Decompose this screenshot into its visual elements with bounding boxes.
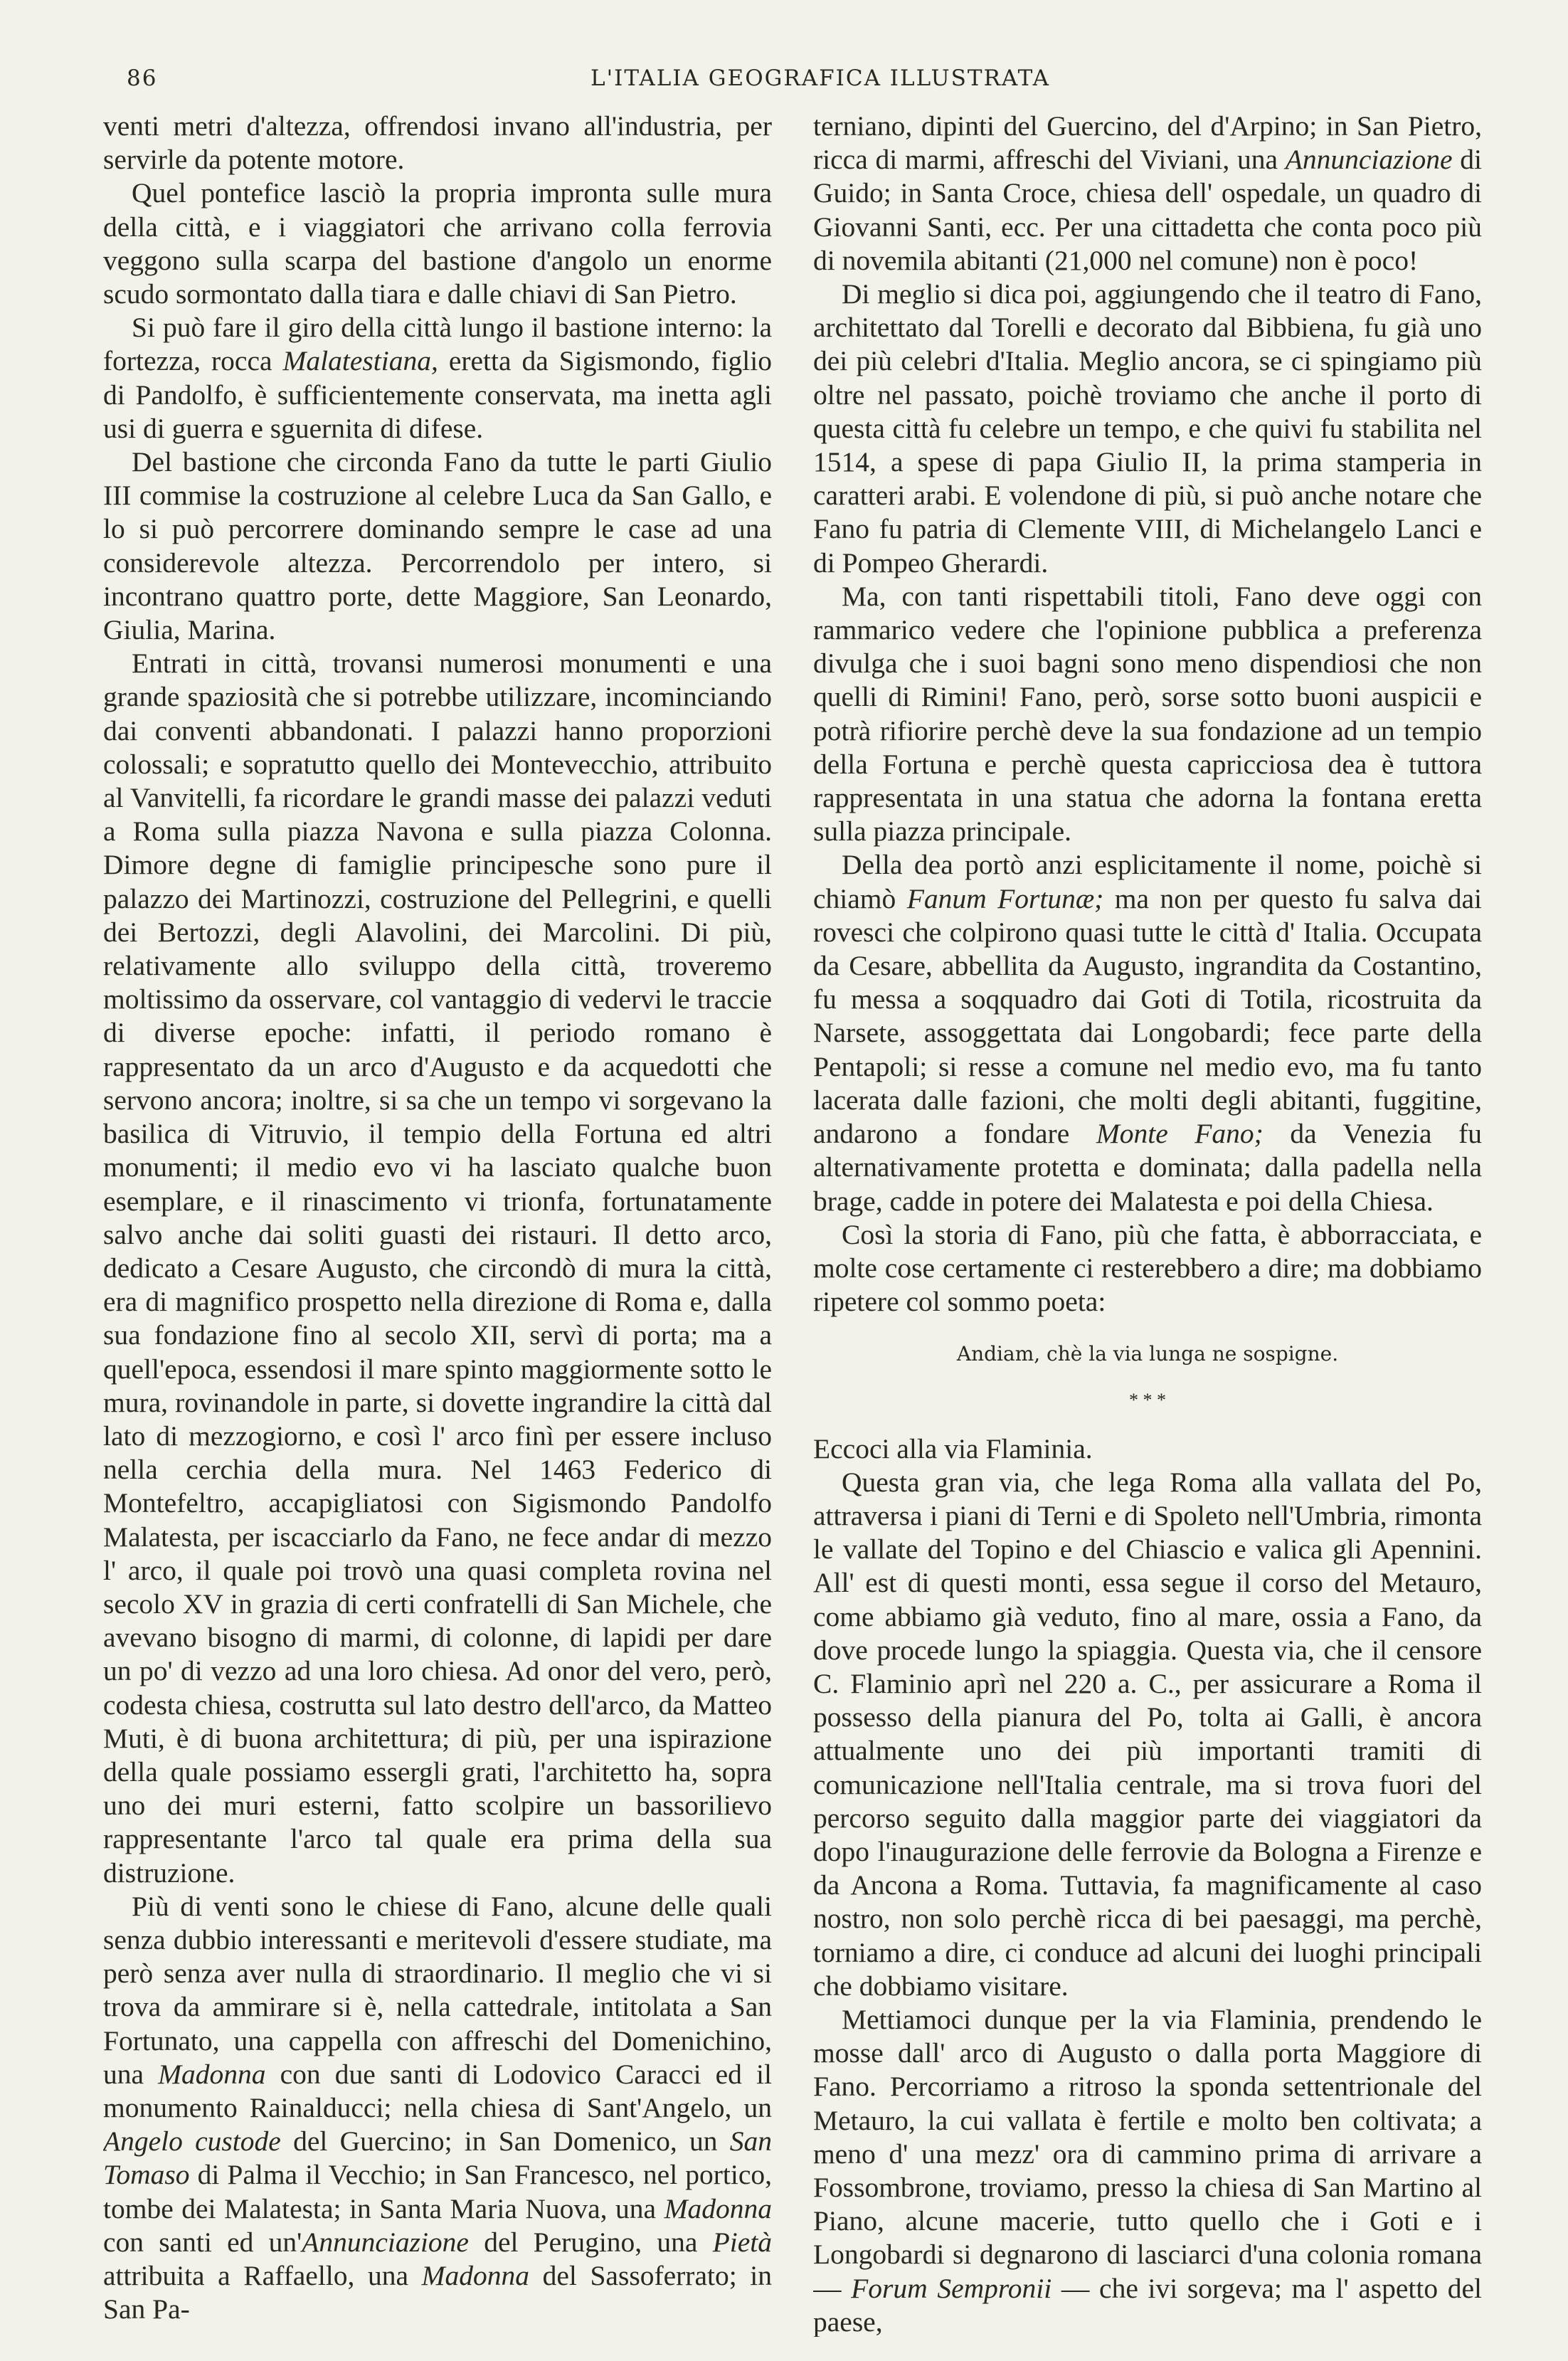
paragraph: Del bastione che circonda Fano da tutte le parti Giulio III commise la costruzione al celebre Luca da San Gallo, e lo si può percorrere dominando sempre le case ad una considerevole altezza. Percorrendolo per intero, si incontrano quattro porte, dette Maggiore, San Leonardo, Giulia, Marina. (103, 446, 772, 646)
italic-term: Forum Sempronii (851, 2272, 1052, 2304)
page-number: 86 (127, 65, 158, 91)
paragraph: venti metri d'altezza, offrendosi invano all'industria, per servirle da potente motore. (103, 110, 772, 176)
italic-term: Malatestiana, (282, 345, 438, 377)
italic-term: Annunciazione (1285, 144, 1453, 176)
italic-term: Angelo custode (103, 2125, 281, 2157)
paragraph: terniano, dipinti del Guercino, del d'Arpino; in San Pietro, ricca di marmi, affreschi del Viviani, una Annunciazione di Guido; in Santa Croce, chiesa dell' ospedale, un quadro di Giovanni Santi, ecc. Per una cittadetta che conta poco più di novemila abitanti (21,000 nel comune) non è poco! (813, 110, 1482, 276)
running-title: L'ITALIA GEOGRAFICA ILLUSTRATA (590, 65, 1050, 91)
section-separator: * * * (1129, 1389, 1166, 1410)
italic-term: Annunciazione (302, 2226, 469, 2258)
paragraph: Entrati in città, trovansi numerosi monumenti e una grande spaziosità che si potrebbe utilizzare, incominciando dai conventi abbandonati. I palazzi hanno proporzioni colossali; e sopratutto quello dei Montevecchio, attribuito al Vanvitelli, fa ricordare le grandi masse dei palazzi veduti a Roma sulla piazza Navona e sulla piazza Colonna. Dimore degne di famiglie principesche sono pure il palazzo dei Martinozzi, costruzione del Pellegrini, e quelli dei Bertozzi, degli Alavolini, dei Marcolini. Di più, relativamente allo sviluppo della città, troveremo moltissimo da osservare, col vantaggio di vedervi le traccie di diverse epoche: infatti, il periodo romano è rappresentato da un arco d'Augusto e da acquedotti che servono ancora; inoltre, si sa che un tempo vi sorgevano la basilica di Vitruvio, il tempio della Fortuna ed altri monumenti; il medio evo vi ha lasciato qualche buon esemplare, e il rinascimento vi trionfa, fortunatamente salvo anche dai soliti guasti dei ristauri. Il detto arco, dedicato a Cesare Augusto, che circondò di mura la città, era di magnifico prospetto nella direzione di Roma e, dalla sua fondazione fino al secolo XII, servì di porta; ma a quell'epoca, essendosi il mare spinto maggiormente sotto le mura, rovinandole in parte, si dovette ingrandire la città dal lato di mezzogiorno, e così l' arco finì per essere incluso nella cerchia della mura. Nel 1463 Federico di Montefeltro, accapigliatosi con Sigismondo Pandolfo Malatesta, per iscacciarlo da Fano, ne fece andar di mezzo l' arco, il quale poi trovò una quasi completa rovina nel secolo XV in grazia di certi confratelli di San Michele, che avevano bisogno di marmi, di colonne, di lapidi per dare un po' di vezzo ad una loro chiesa. Ad onor del vero, però, codesta chiesa, costrutta sul lato destro dell'arco, da Matteo Muti, è di buona architettura; di più, per una ispirazione della quale possiamo essergli grati, l'architetto ha, sopra uno dei muri esterni, fatto scolpire un bassorilievo rappresentante l'arco tal quale era prima della sua distruzione. (103, 648, 772, 1889)
paragraph: Quel pontefice lasciò la propria impronta sulle mura della città, e i viaggiatori che arrivano colla ferrovia veggono sulla scarpa del bastione d'angolo un enorme scudo sormontato dalla tiara e dalle chiavi di San Pietro. (103, 177, 772, 310)
italic-term: Pietà (712, 2226, 772, 2258)
paragraph: Ma, con tanti rispettabili titoli, Fano deve oggi con rammarico vedere che l'opinione pubblica a preferenza divulga che i suoi bagni sono meno dispendiosi che non quelli di Rimini! Fano, però, sorse sotto buoni auspicii e potrà rifiorire perchè deve la sua fondazione ad un tempio della Fortuna e perchè questa capricciosa dea è tuttora rappresentata in una statua che adorna la fontana eretta sulla piazza principale. (813, 580, 1482, 847)
page-header (127, 63, 1514, 102)
paragraph: Eccoci alla via Flaminia. (813, 1432, 1093, 1464)
italic-term: Madonna (421, 2260, 530, 2291)
paragraph: Della dea portò anzi esplicitamente il nome, poichè si chiamò Fanum Fortunæ; ma non per questo fu salva dai rovesci che colpirono quasi tutte le città d' Italia. Occupata da Cesare, abbellita da Augusto, ingrandita da Costantino, fu messa a soqquadro dai Goti di Totila, ricostruita da Narsete, assoggettata dai Longobardi; fece parte della Pentapoli; si resse a comune nel medio evo, ma fu tanto lacerata dalle fazioni, che molti degli abitanti, fuggitine, andarono a fondare Monte Fano; da Venezia fu alternativamente protetta e dominata; dalla padella nella brage, cadde in potere dei Malatesta e poi della Chiesa. (813, 849, 1482, 1217)
italic-term: San Tomaso (103, 2125, 772, 2191)
paragraph: Questa gran via, che lega Roma alla vallata del Po, attraversa i piani di Terni e di Spoleto nell'Umbria, rimonta le vallate del Topino e del Chiascio e valica gli Apennini. All' est di questi monti, essa segue il corso del Metauro, come abbiamo già veduto, fino al mare, ossia a Fano, da dove procede lungo la spiaggia. Questa via, che il censore C. Flaminio aprì nel 220 a. C., per assicurare a Roma il possesso della pianura del Po, tolta ai Galli, è ancora attualmente uno dei più importanti tramiti di comunicazione nell'Italia centrale, ma si trova fuori del percorso seguito dalla maggior parte dei viaggiatori da dopo l'inaugurazione delle ferrovie da Bologna a Firenze e da Ancona a Roma. Tuttavia, fa magnificamente al caso nostro, non solo perchè ricca di bei paesaggi, ma perchè, torniamo a dire, ci conduce ad alcuni dei luoghi principali che dobbiamo visitare. (813, 1466, 1482, 2002)
italic-term: Monte Fano; (1096, 1118, 1264, 1150)
paragraph: Di meglio si dica poi, aggiungendo che il teatro di Fano, architettato dal Torelli e decorato dal Bibbiena, fu già uno dei più celebri d'Italia. Meglio ancora, se ci spingiamo più oltre nel passato, poichè troviamo che anche il porto di questa città fu celebre un tempo, e che quivi fu stabilita nel 1514, a spese di papa Giulio II, la prima stamperia in caratteri arabi. E volendone di più, si può anche notare che Fano fu patria di Clemente VIII, di Michelangelo Lanci e di Pompeo Gherardi. (813, 278, 1482, 579)
paragraph: Così la storia di Fano, più che fatta, è abborracciata, e molte cose certamente ci resterebbero a dire; ma dobbiamo ripetere col sommo poeta: (813, 1218, 1482, 1318)
left-column (103, 110, 772, 2337)
right-column (813, 110, 1482, 2337)
paragraph: Si può fare il giro della città lungo il bastione interno: la fortezza, rocca Malatestiana, eretta da Sigismondo, figlio di Pandolfo, è sufficientemente conservata, ma inetta agli usi di guerra e sguernita di difese. (103, 312, 772, 444)
italic-term: Madonna (664, 2192, 772, 2224)
verse-quotation: Andiam, chè la via lunga ne sospigne. (956, 1342, 1339, 1366)
italic-term: Madonna (158, 2058, 266, 2090)
italic-term: Fanum Fortunæ; (906, 882, 1104, 914)
paragraph: Più di venti sono le chiese di Fano, alcune delle quali senza dubbio interessanti e meritevoli d'essere studiate, ma però senza aver nulla di straordinario. Il meglio che vi si trova da ammirare si è, nella cattedrale, intitolata a San Fortunato, una cappella con affreschi del Domenichino, una Madonna con due santi di Lodovico Caracci ed il monumento Rainalducci; nella chiesa di Sant'Angelo, un Angelo custode del Guercino; in San Domenico, un San Tomaso di Palma il Vecchio; in San Francesco, nel portico, tombe dei Malatesta; in Santa Maria Nuova, una Madonna con santi ed un'Annunciazione del Perugino, una Pietà attribuita a Raffaello, una Madonna del Sassoferrato; in San Pa- (103, 1890, 772, 2325)
paragraph: Mettiamoci dunque per la via Flaminia, prendendo le mosse dall' arco di Augusto o dalla porta Maggiore di Fano. Percorriamo a ritroso la sponda settentrionale del Metauro, la cui vallata è fertile e molto ben coltivata; a meno d' una mezz' ora di cammino prima di arrivare a Fossombrone, troviamo, presso la chiesa di San Martino al Piano, alcune macerie, tutto quello che i Goti e i Longobardi si degnarono di lasciarci d'una colonia romana — Forum Sempronii — che ivi sorgeva; ma l' aspetto del paese, (813, 2003, 1482, 2337)
